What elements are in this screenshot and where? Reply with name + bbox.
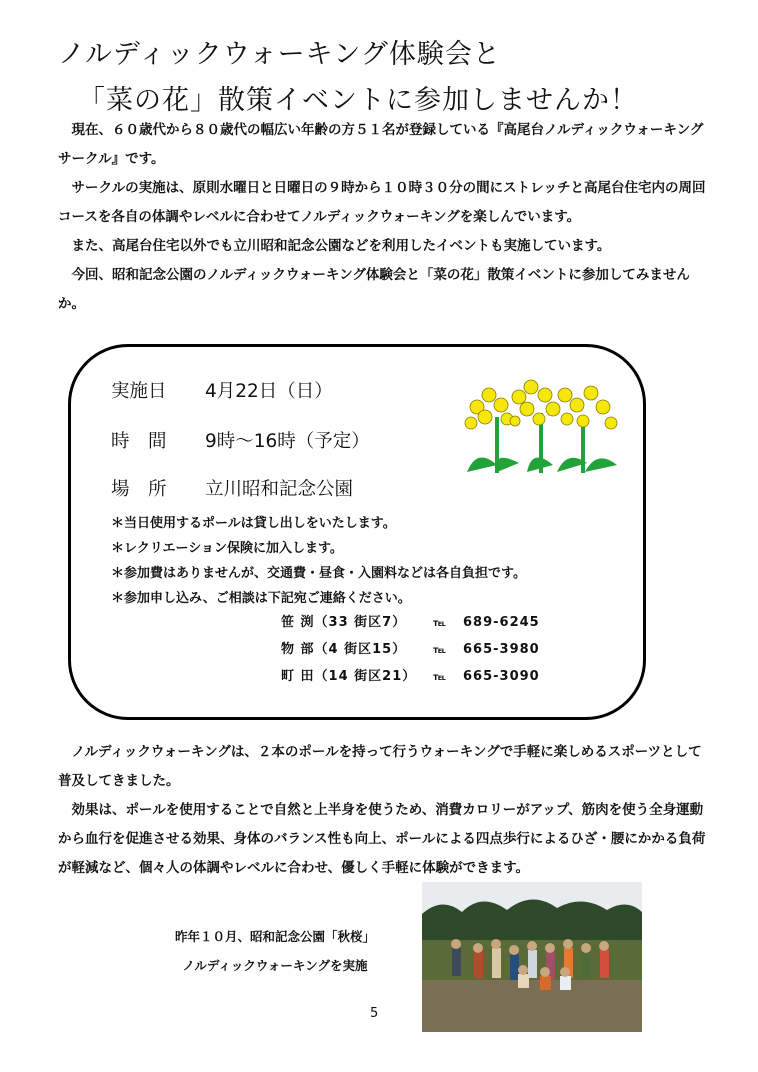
intro-section — [58, 116, 708, 319]
body-section — [58, 738, 708, 883]
note-item: ＊レクリエーション保険に加入します。 — [111, 541, 343, 556]
intro-paragraph-1: 現在、６０歳代から８０歳代の幅広い年齢の方５１名が登録している『高尾台ノルディックウォーキングサークル』です。 — [58, 122, 704, 167]
title-line-1: ノルディックウォーキング体験会と — [58, 39, 501, 70]
intro-paragraph-2: サークルの実施は、原則水曜日と日曜日の９時から１０時３０分の間にストレッチと高尾台住宅内の周回コースを各自の体調やレベルに合わせてノルディックウォーキングを楽しんでいます。 — [58, 180, 706, 225]
page-number: 5 — [370, 1006, 379, 1021]
rapeseed-flower-illustration — [457, 377, 623, 477]
contact-row — [281, 638, 540, 665]
event-place-value: 立川昭和記念公園 — [205, 479, 354, 500]
contact-phone: 665-3090 — [463, 669, 540, 684]
contact-list — [281, 611, 540, 692]
intro-paragraph-3: また、高尾台住宅以外でも立川昭和記念公園などを利用したイベントも実施しています。 — [58, 238, 611, 254]
note-item: ＊参加申し込み、ご相談は下記宛ご連絡ください。 — [111, 591, 411, 606]
tel-icon: ℡ — [433, 672, 447, 683]
photo-caption — [150, 922, 400, 980]
photo-caption-line-2: ノルディックウォーキングを実施 — [182, 958, 368, 973]
event-info-box — [68, 344, 646, 720]
contact-phone: 665-3980 — [463, 642, 540, 657]
contact-name: 笹 渕（33 街区7） — [281, 615, 407, 630]
event-time-row — [111, 427, 370, 453]
note-item: ＊参加費はありませんが、交通費・昼食・入園料などは各自負担です。 — [111, 566, 526, 581]
contact-row — [281, 611, 540, 638]
tel-icon: ℡ — [433, 645, 447, 656]
intro-paragraph-4: 今回、昭和記念公園のノルディックウォーキング体験会と「菜の花」散策イベントに参加してみませんか。 — [58, 267, 690, 312]
contact-row — [281, 665, 540, 692]
contact-name: 物 部（4 街区15） — [281, 642, 407, 657]
event-date-value: 4月22日（日） — [205, 381, 333, 402]
note-item: ＊当日使用するポールは貸し出しをいたします。 — [111, 516, 396, 531]
body-paragraph-1: ノルディックウォーキングは、２本のポールを持って行うウォーキングで手軽に楽しめるスポーツとして普及してきました。 — [58, 744, 702, 789]
event-notes — [111, 511, 526, 611]
event-date-row — [111, 377, 333, 403]
group-photo — [422, 882, 642, 1032]
title-line-2: 「菜の花」散策イベントに参加しませんか！ — [78, 85, 638, 116]
body-paragraph-2: 効果は、ポールを使用することで自然と上半身を使うため、消費カロリーがアップ、筋肉を使う全身運動から血行を促進させる効果、身体のバランス性も向上、ポールによる四点歩行によるひざ・腰にかかる負荷が軽減など、個々人の体調やレベルに合わせ、優しく手軽に体験ができます。 — [58, 802, 706, 876]
contact-name: 町 田（14 街区21） — [281, 669, 417, 684]
event-date-label: 実施日 — [111, 381, 167, 402]
event-time-label: 時 間 — [111, 431, 167, 452]
event-place-row — [111, 475, 353, 501]
contact-phone: 689-6245 — [463, 615, 540, 630]
photo-caption-line-1: 昨年１０月、昭和記念公園「秋桜」 — [174, 929, 375, 944]
tel-icon: ℡ — [433, 618, 447, 629]
event-time-value: 9時～16時（予定） — [205, 431, 370, 452]
event-place-label: 場 所 — [111, 479, 167, 500]
